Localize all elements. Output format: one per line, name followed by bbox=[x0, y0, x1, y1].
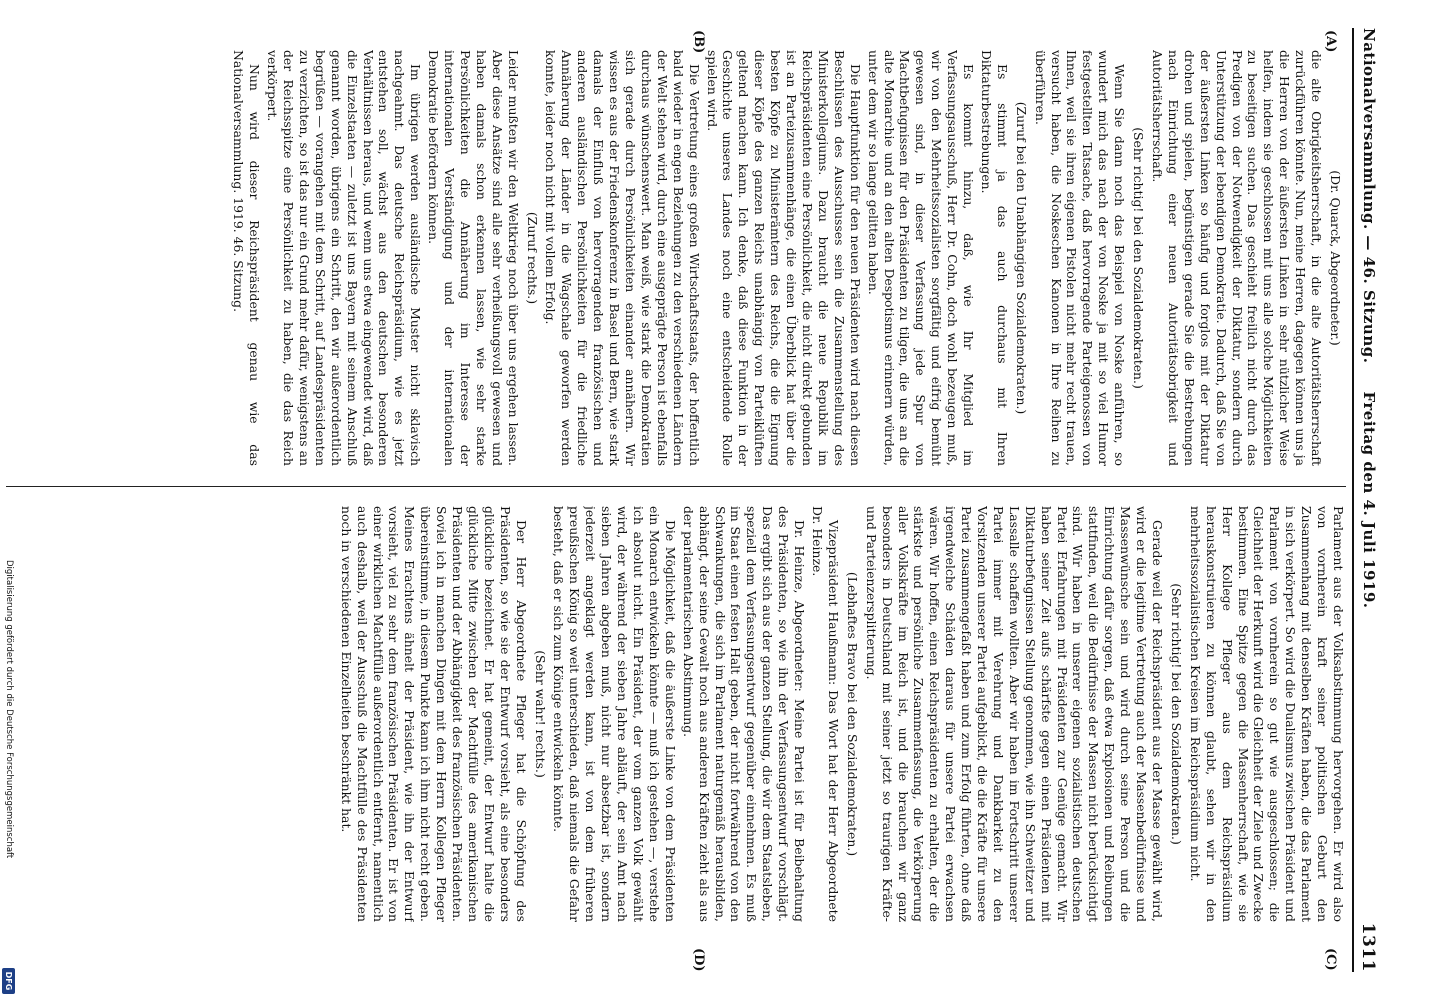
interjection: (Sehr richtig! bei den Sozialdemokraten.) bbox=[1131, 127, 1147, 389]
paragraph: Es kommt hinzu, daß, wie Ihr Mitglied im Verfassungsausschuß, Herr Dr. Cohn, doch wohl bezeugen muß, wir von den Mehrheitssozialisten sorgfältig und eifrig bemüht gewesen sind, in dieser Verfassung jede Spur von Machtbefugnissen für den Präsidenten zu tilgen, die uns an die alte Monarchie und an den alten Despotismus erinnern würden, unter dem wir so lange gelitten haben. bbox=[865, 50, 977, 466]
paragraph: Parlament aus der Volksabstimmung hervorgehen. Er wird also von vornherein kraft seiner politischen Geburt den Zusammenhang mit denselben Kräften haben, die das Parlament in sich verkörpert. So wird die Dualismus zwischen Präsident und Parlament von vornherein so gut wie ausgeschlossen; die Gleichheit der Herkunft wird die Gleichheit der Ziele und Zwecke bestimmen. Eine Spitze gegen die Massenherrschaft, wie sie Herr Kollege Pfleger aus dem Reichspräsidium herauskonstruieren zu können glaubt, sehen wir in den mehrheitssozialistischen Kreisen im Reichspräsidium nicht. bbox=[1187, 506, 1346, 922]
paragraph: Die Möglichkeit, daß die äußerste Linke von dem Präsidenten ein Monarch entwickeln könnte — muß ich gestehen —, verstehe ich absolut nicht. Ein Präsident, der vom ganzen Volk gewählt wird, der während der sieben Jahre abläuft, der sein Amt nach sieben Jahren abgeben muß, nicht nur absetzbar ist, sondern jederzeit angeklagt werden kann, ist von dem früheren preußischen König so weit unterschieden, daß niemals die Gefahr besteht, daß er sich zum Könige entwickeln könnte. bbox=[551, 506, 678, 922]
margin-marker-c: (C) bbox=[1323, 948, 1338, 971]
paragraph: Nun wird dieser Reichspräsident genau wie das Nationalversammlung. 1919. 46. Sitzung. bbox=[231, 50, 263, 466]
paragraph: Dr. Heinze, Abgeordneter: Meine Partei ist für Beibehaltung des Präsidenten, so wie ihn der Verfassungsentwurf vorschlägt. Das ergibt sich aus der ganzen Stellung, die wir dem Staatsleben, speziell dem Verfassungsentwurf gegenüber einnehmen. Es muß im Staat einen festen Halt geben, der nicht fortwährend von den Schwankungen, die sich im Parlament naturgemäß herausbilden, abhängt, der seine Gewalt noch aus anderen Kräften zieht als aus der parlamentarischen Abstimmung. bbox=[680, 506, 808, 922]
speaker-note: (Dr. Quarck, Abgeordneter.) bbox=[1328, 170, 1343, 346]
paragraph: Vizepräsident Haußmann: Das Wort hat der Herr Abgeordnete Dr. Heinze. bbox=[810, 506, 841, 922]
paragraph: Die Vertretung eines großen Wirtschaftsstaats, der hoffentlich bald wieder in engen Beziehungen zu den verschiedenen Ländern der Welt stehen wird, durch eine ausgeprägte Person ist ebenfalls durchaus wünschenswert. Man weiß, wie stark die Demokratien sich gerade durch Persönlichkeiten einander annähern. Wir wissen es aus der Friedenskonferenz in Basel und Bern, wie stark damals der Einfluß von hervorragenden französischen und anderen ausländischen Persönlichkeiten für die friedliche Annäherung der Länder in die Wagschale geworfen werden konnte, leider noch nicht mit vollem Erfolg. bbox=[543, 50, 702, 466]
dfg-logo-text: DFG bbox=[4, 971, 13, 991]
paragraph: Im übrigen werden ausländische Muster nicht sklavisch nachgeahmt. Das deutsche Reichspräsidium, wie es jetzt entstehen soll, wächst aus den deutschen besonderen Verhältnissen heraus, und wenn uns etwa eingewendet wird, daß die Einzelstaaten — zuletzt ist uns Bayern mit seinem Anschluß genannt worden, übrigens ein Schritt, den wir außerordentlich begrüßen — vorangehen mit dem Schritt, auf Landespräsidenten zu verzichten, so ist das nur ein Grund mehr dafür, wenigstens an der Reichsspitze eine Persönlichkeit zu haben, die das Reich verkörpert. bbox=[265, 50, 424, 466]
header-left: Nationalversammlung. — 46. Sitzung. bbox=[1360, 28, 1378, 364]
digitization-credit-text: Digitalisierung gefördert durch die Deutsche Forschungsgemeinschaft bbox=[4, 560, 14, 859]
paragraph: Es stimmt ja das auch durchaus mit Ihren Diktaturbestrebungen. bbox=[978, 50, 1010, 466]
margin-marker-d: (D) bbox=[691, 948, 706, 972]
interjection: (Zuruf rechts.) bbox=[524, 211, 540, 305]
paragraph: Der Herr Abgeordnete Pfleger hat die Schöpfung des Präsidenten, so wie sie der Entwurf vorsieht, als eine besonders glückliche bezeichnet. Er hat gemeint, der Entwurf halte die glückliche Mitte zwischen der Machtfülle des amerikanischen Präsidenten und der Abhängigkeit des französischen Präsidenten. Soviel ich in manchen Dingen mit dem Herrn Kollegen Pfleger übereinstimme, in diesem Punkte kann ich ihm nicht recht geben. Meines Erachtens ähnelt der Präsident, wie ihn der Entwurf vorsieht, viel zu sehr dem französischen Präsidenten. Er ist von einer wirklichen Machtfülle außerordentlich entfernt, namentlich auch deshalb, weil der Ausschuß die Machtfülle des Präsidenten noch in verschiedenen Einzelheiten beschränkt hat. bbox=[338, 506, 529, 922]
page-header bbox=[1352, 28, 1380, 972]
margin-marker-a: (A) bbox=[1323, 30, 1338, 53]
interjection: (Lebhaftes Bravo bei den Sozialdemokraten.) bbox=[844, 571, 860, 857]
paragraph: Die Hauptfunktion für den neuen Präsidenten wird nach diesen Beschlüssen des Ausschusses sein die Zusammenstellung des Ministerkollegiums. Dazu braucht die neue Republik im Reichspräsidenten eine Persönlichkeit, die nicht direkt gebunden ist an Parteizusammenhänge, die einen Überblick hat über die besten Köpfe zu Ministerämtern des Reichs, die die Eignung dieser Köpfe des ganzen Reichs unabhängig von Parteiklüften geltend machen kann. Ich denke, daß diese Funktion in der Geschichte unseres Landes noch eine entscheidende Rolle spielen wird. bbox=[704, 50, 863, 466]
paragraph: Gerade weil der Reichspräsident aus der Masse gewählt wird, wird er die legitime Vertretung auch der Massenbedürfnisse und Massenwünsche sein und wird durch seine Person und die Einrichtung dafür sorgen, daß etwa Explosionen und Reibungen stattfinden, weil die Bedürfnisse der Massen nicht berücksichtigt sind. Wir haben in unserer eigenen sozialistischen deutschen Partei Erfahrungen mit Präsidenten zur Genüge gemacht. Wir haben seiner Zeit aufs schärfste gegen einen Präsidenten mit Diktaturbefugnissen Stellung genommen, wie ihn Schweitzer und Lassalle schaffen wollten. Aber wir haben im Fortschritt unserer Partei immer mit Verehrung und Dankbarkeit zu den Vorsitzenden unserer Partei aufgeblickt, die die Kräfte für unsere Partei zusammengefaßt haben und zum Erfolg führten, ohne daß irgendwelche Schäden daraus für unsere Partei erwachsen wären. Wir hoffen, einen Reichspräsidenten zu erhalten, der die stärkste und persönliche Zusammenfassung, die Verkörperung aller Volkskräfte im Reich ist, und die brauchen wir ganz besonders in Deutschland mit seiner jetzt so traurigen Kräfte- und Parteienzersplitterung. bbox=[863, 506, 1166, 922]
column-divider bbox=[6, 486, 1346, 487]
paragraph: die alte Obrigkeitsherrschaft, in die alte Autoritätsherrschaft zurückführen könnte. Nun, meine Herren, dagegen können uns ja die Herren von der äußersten Linken in sehr nützlicher Weise helfen, indem sie geschlossen mit uns alle solche Möglichkeiten zu beseitigen suchen. Das geschieht freilich nicht durch das Predigen von der Notwendigkeit der Diktatur, sondern durch Unterstützung der lebendigen Demokratie. Dadurch, daß Sie von der äußersten Linken so häufig und forglos mit der Diktatur drohen und spielen, begünstigen gerade Sie die Bestrebungen nach Einrichtung einer neuen Autoritätsobrigkeit und Autoritätsherrschaft. bbox=[1150, 50, 1325, 466]
interjection: (Sehr richtig! bei den Sozialdemokraten.) bbox=[1168, 583, 1184, 845]
interjection: (Sehr wahr! rechts.) bbox=[532, 650, 548, 778]
left-text-column bbox=[6, 50, 1346, 466]
right-text-column bbox=[6, 506, 1346, 922]
paragraph: Leider mußten wir den Weltkrieg noch über uns ergehen lassen. Aber diese Ansätze sind alle sehr verheißungsvoll gewesen und haben damals schon erkennen lassen, wie sehr starke Persönlichkeiten die Annäherung im Interesse der internationalen Verständigung und der internationalen Demokratie befördern können. bbox=[426, 50, 521, 466]
paragraph: Wenn Sie dann noch das Beispiel von Noske anführen, so wundert mich das nach der von Noske ja mit so viel Humor festgestellten Tatsache, daß hervorragende Parteigenossen von Ihnen, weil sie ihren eigenen Pistolen nicht mehr recht trauen, versucht haben, die Noskeschen Kanonen in Ihre Reihen zu überführen. bbox=[1032, 50, 1128, 466]
margin-marker-b: (B) bbox=[691, 30, 706, 54]
header-page-number: 1311 bbox=[1358, 922, 1378, 972]
header-center: Freitag den 4. Juli 1919. bbox=[1360, 391, 1378, 609]
interjection: (Zuruf bei den Unabhängigen Sozialdemokraten.) bbox=[1013, 101, 1029, 415]
